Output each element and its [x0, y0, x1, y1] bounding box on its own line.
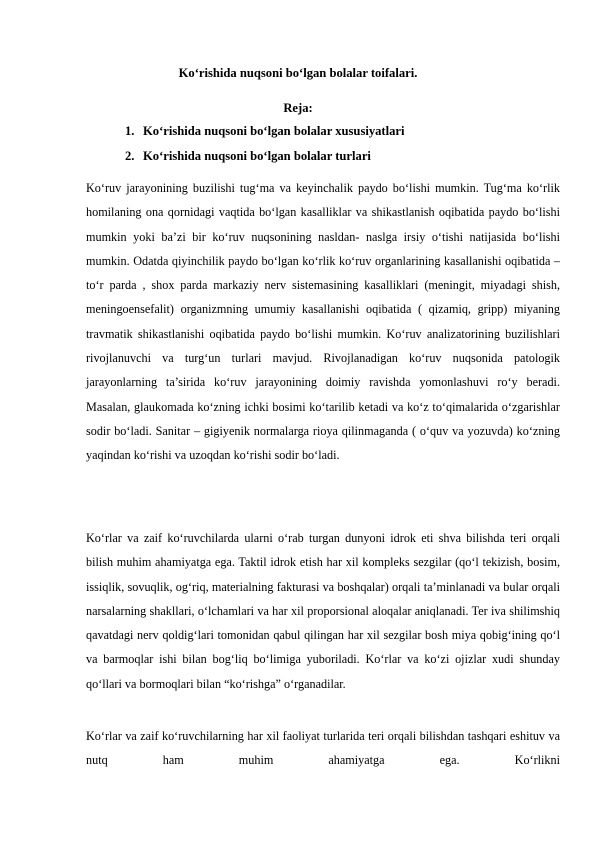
body-paragraph: Ko‘rlar va zaif ko‘ruvchilarning har xil faoliyat turlarida teri orqali bilishdan tashqari eshituv va nutq ham muhim ahamiyatga ega. Ko‘rlikni	[86, 729, 560, 768]
plan-item-text: Ko‘rishida nuqsoni bo‘lgan bolalar turlari	[143, 149, 371, 163]
plan-item-number: 2.	[125, 149, 135, 163]
plan-item	[125, 123, 405, 148]
plan-heading: Reja:	[283, 101, 313, 115]
plan-item-text: Ko‘rishida nuqsoni bo‘lgan bolalar xususiyatlari	[143, 124, 405, 138]
body-paragraph: Ko‘rlar va zaif ko‘ruvchilarda ularni o‘rab turgan dunyoni idrok eti shva bilishda teri orqali bilish muhim ahamiyatga ega. Taktil idrok etish har xil kompleks sezgilar (qo‘l tekizish, bosim, issiqlik, sovuqlik, og‘riq, materialning fakturasi va boshqalar) orqali ta’minlanadi va bular orqali narsalarning shakllari, o‘lchamlari va har xil proporsional aloqalar aniqlanadi. Ter iva shilimshiq qavatdagi nerv qoldig‘lari tomonidan qabul qilingan har xil sezgilar bosh miya qobig‘ining qo‘l va barmoqlar ishi bilan bog‘liq bo‘limiga yuboriladi. Ko‘rlar va ko‘zi ojizlar xudi shunday qo‘llari va bormoqlari bilan “ko‘rishga” o‘rganadilar.	[86, 531, 560, 691]
body-paragraph: Ko‘ruv jarayonining buzilishi tug‘ma va keyinchalik paydo bo‘lishi mumkin. Tug‘ma ko‘rlik homilaning ona qornidagi vaqtida bo‘lgan kasalliklar va shikastlanish oqibatida paydo bo‘lishi mumkin yoki ba’zi bir ko‘ruv nuqsonining nasldan- naslga irsiy o‘tishi natijasida bo‘lishi mumkin. Odatda qiyinchilik paydo bo‘lgan ko‘rlik ko‘ruv organlarining kasallanishi oqibatida – to‘r parda , shox parda markaziy nerv sistemasining kasalliklari (meningit, miyadagi shish, meningoensefalit) organizmning umumiy kasallanishi oqibatida ( qizamiq, gripp) miyaning travmatik shikastlanishi oqibatida paydo bo‘lishi mumkin. Ko‘ruv analizatorining buzilishlari rivojlanuvchi va turg‘un turlari mavjud. Rivojlanadigan ko‘ruv nuqsonida patologik jarayonlarning ta’sirida ko‘ruv jarayonining doimiy ravishda yomonlashuvi ro‘y beradi. Masalan, glaukomada ko‘zning ichki bosimi ko‘tarilib ketadi va ko‘z to‘qimalarida o‘zgarishlar sodir bo‘ladi. Sanitar – gigiyenik normalarga rioya qilinmaganda ( o‘quv va yozuvda) ko‘zning yaqindan ko‘rishi va uzoqdan ko‘rishi sodir bo‘ladi.	[86, 181, 560, 463]
plan-list	[125, 123, 405, 173]
document-title: Ko‘rishida nuqsoni bo‘lgan bolalar toifalari.	[178, 66, 418, 80]
plan-item	[125, 148, 405, 173]
plan-item-number: 1.	[125, 124, 135, 138]
